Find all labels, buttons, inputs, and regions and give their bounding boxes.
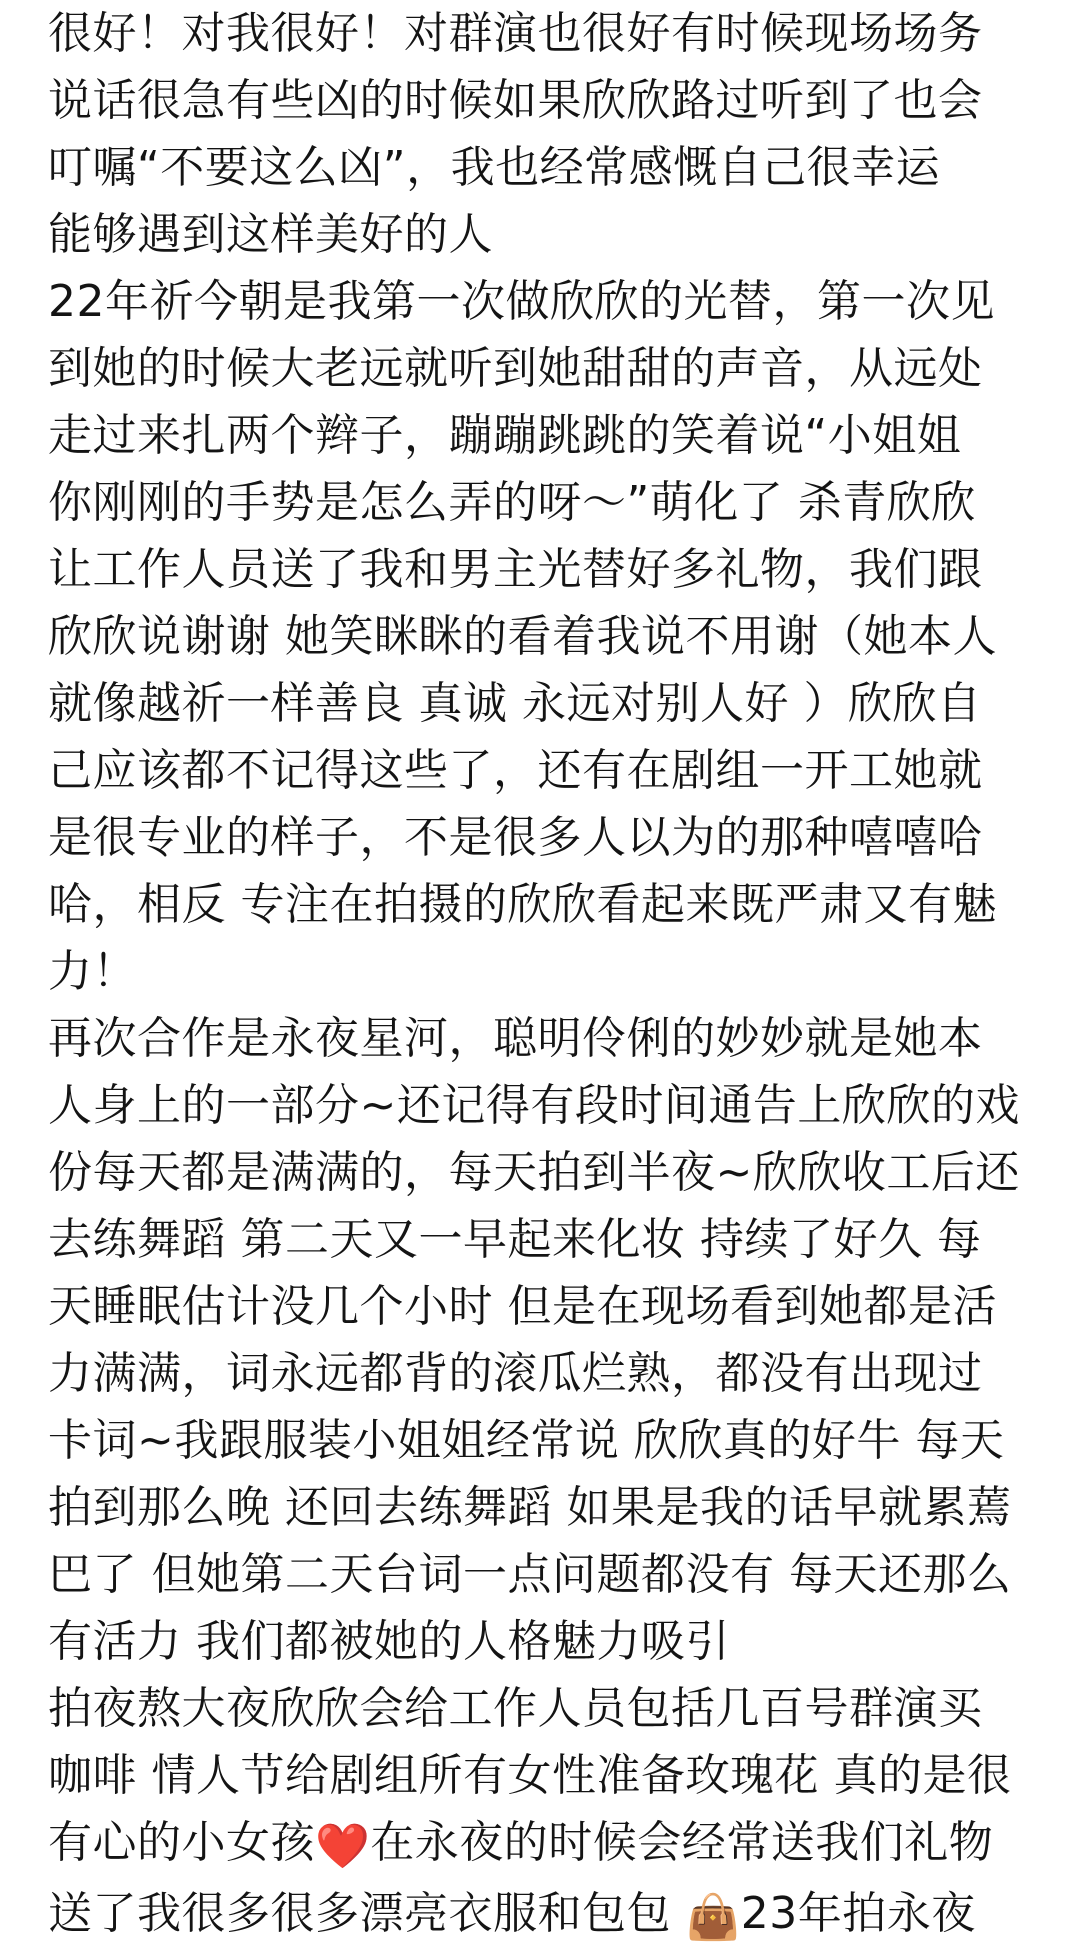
heart-icon: ❤️ (315, 1821, 371, 1872)
text-line: 咖啡 情人节给剧组所有女性准备玫瑰花 真的是很 (48, 1750, 1012, 1801)
text-line: 说话很急有些凶的时候如果欣欣路过听到了也会 (48, 75, 983, 126)
text-line: 人身上的一部分~还记得有段时间通告上欣欣的戏 (48, 1080, 1020, 1131)
text-segment: 有心的小女孩 (48, 1817, 315, 1868)
text-line: 天睡眠估计没几个小时 但是在现场看到她都是活 (48, 1281, 997, 1332)
text-line: 份每天都是满满的，每天拍到半夜~欣欣收工后还 (48, 1147, 1020, 1198)
text-line: 让工作人员送了我和男主光替好多礼物，我们跟 (48, 544, 983, 595)
text-line: 卡词~我跟服装小姐姐经常说 欣欣真的好牛 每天 (48, 1415, 1005, 1466)
text-line: 再次合作是永夜星河，聪明伶俐的妙妙就是她本 (48, 1013, 983, 1064)
text-line: 你刚刚的手势是怎么弄的呀～”萌化了 杀青欣欣 (48, 477, 976, 528)
text-line: 到她的时候大老远就听到她甜甜的声音，从远处 (48, 343, 983, 394)
text-line-with-bag (48, 1880, 1058, 1951)
handbag-icon: 👜 (685, 1892, 741, 1943)
text-line: 是很专业的样子，不是很多人以为的那种嘻嘻哈 (48, 812, 983, 863)
text-line: 拍夜熬大夜欣欣会给工作人员包括几百号群演买 (48, 1683, 983, 1734)
text-line: 很好！对我很好！对群演也很好有时候现场场务 (48, 8, 983, 59)
text-line: 力满满，词永远都背的滚瓜烂熟，都没有出现过 (48, 1348, 983, 1399)
text-line: 能够遇到这样美好的人 (48, 209, 493, 260)
text-line-with-heart (48, 1809, 1058, 1880)
text-segment: 23年拍永夜 (740, 1888, 976, 1939)
text-line: 欣欣说谢谢 她笑眯眯的看着我说不用谢（她本人 (48, 611, 997, 662)
text-line: 叮嘱“不要这么凶”，我也经常感慨自己很幸运 (48, 142, 941, 193)
text-line: 22年祈今朝是我第一次做欣欣的光替，第一次见 (48, 276, 995, 327)
text-line: 拍到那么晚 还回去练舞蹈 如果是我的话早就累蔫 (48, 1482, 1012, 1533)
text-line: 己应该都不记得这些了，还有在剧组一开工她就 (48, 745, 983, 796)
text-line: 走过来扎两个辫子，蹦蹦跳跳的笑着说“小姐姐 (48, 410, 962, 461)
text-line: 有活力 我们都被她的人格魅力吸引 (48, 1616, 730, 1667)
text-line: 巴了 但她第二天台词一点问题都没有 每天还那么 (48, 1549, 1012, 1600)
text-line: 就像越祈一样善良 真诚 永远对别人好 ）欣欣自 (48, 678, 982, 729)
post-body (48, 0, 1058, 1951)
text-line: 去练舞蹈 第二天又一早起来化妆 持续了好久 每 (48, 1214, 982, 1265)
text-segment: 在永夜的时候会经常送我们礼物 (370, 1817, 994, 1868)
text-line: 力！ (48, 946, 137, 997)
text-segment: 送了我很多很多漂亮衣服和包包 (48, 1888, 686, 1939)
text-line: 哈，相反 专注在拍摄的欣欣看起来既严肃又有魅 (48, 879, 997, 930)
